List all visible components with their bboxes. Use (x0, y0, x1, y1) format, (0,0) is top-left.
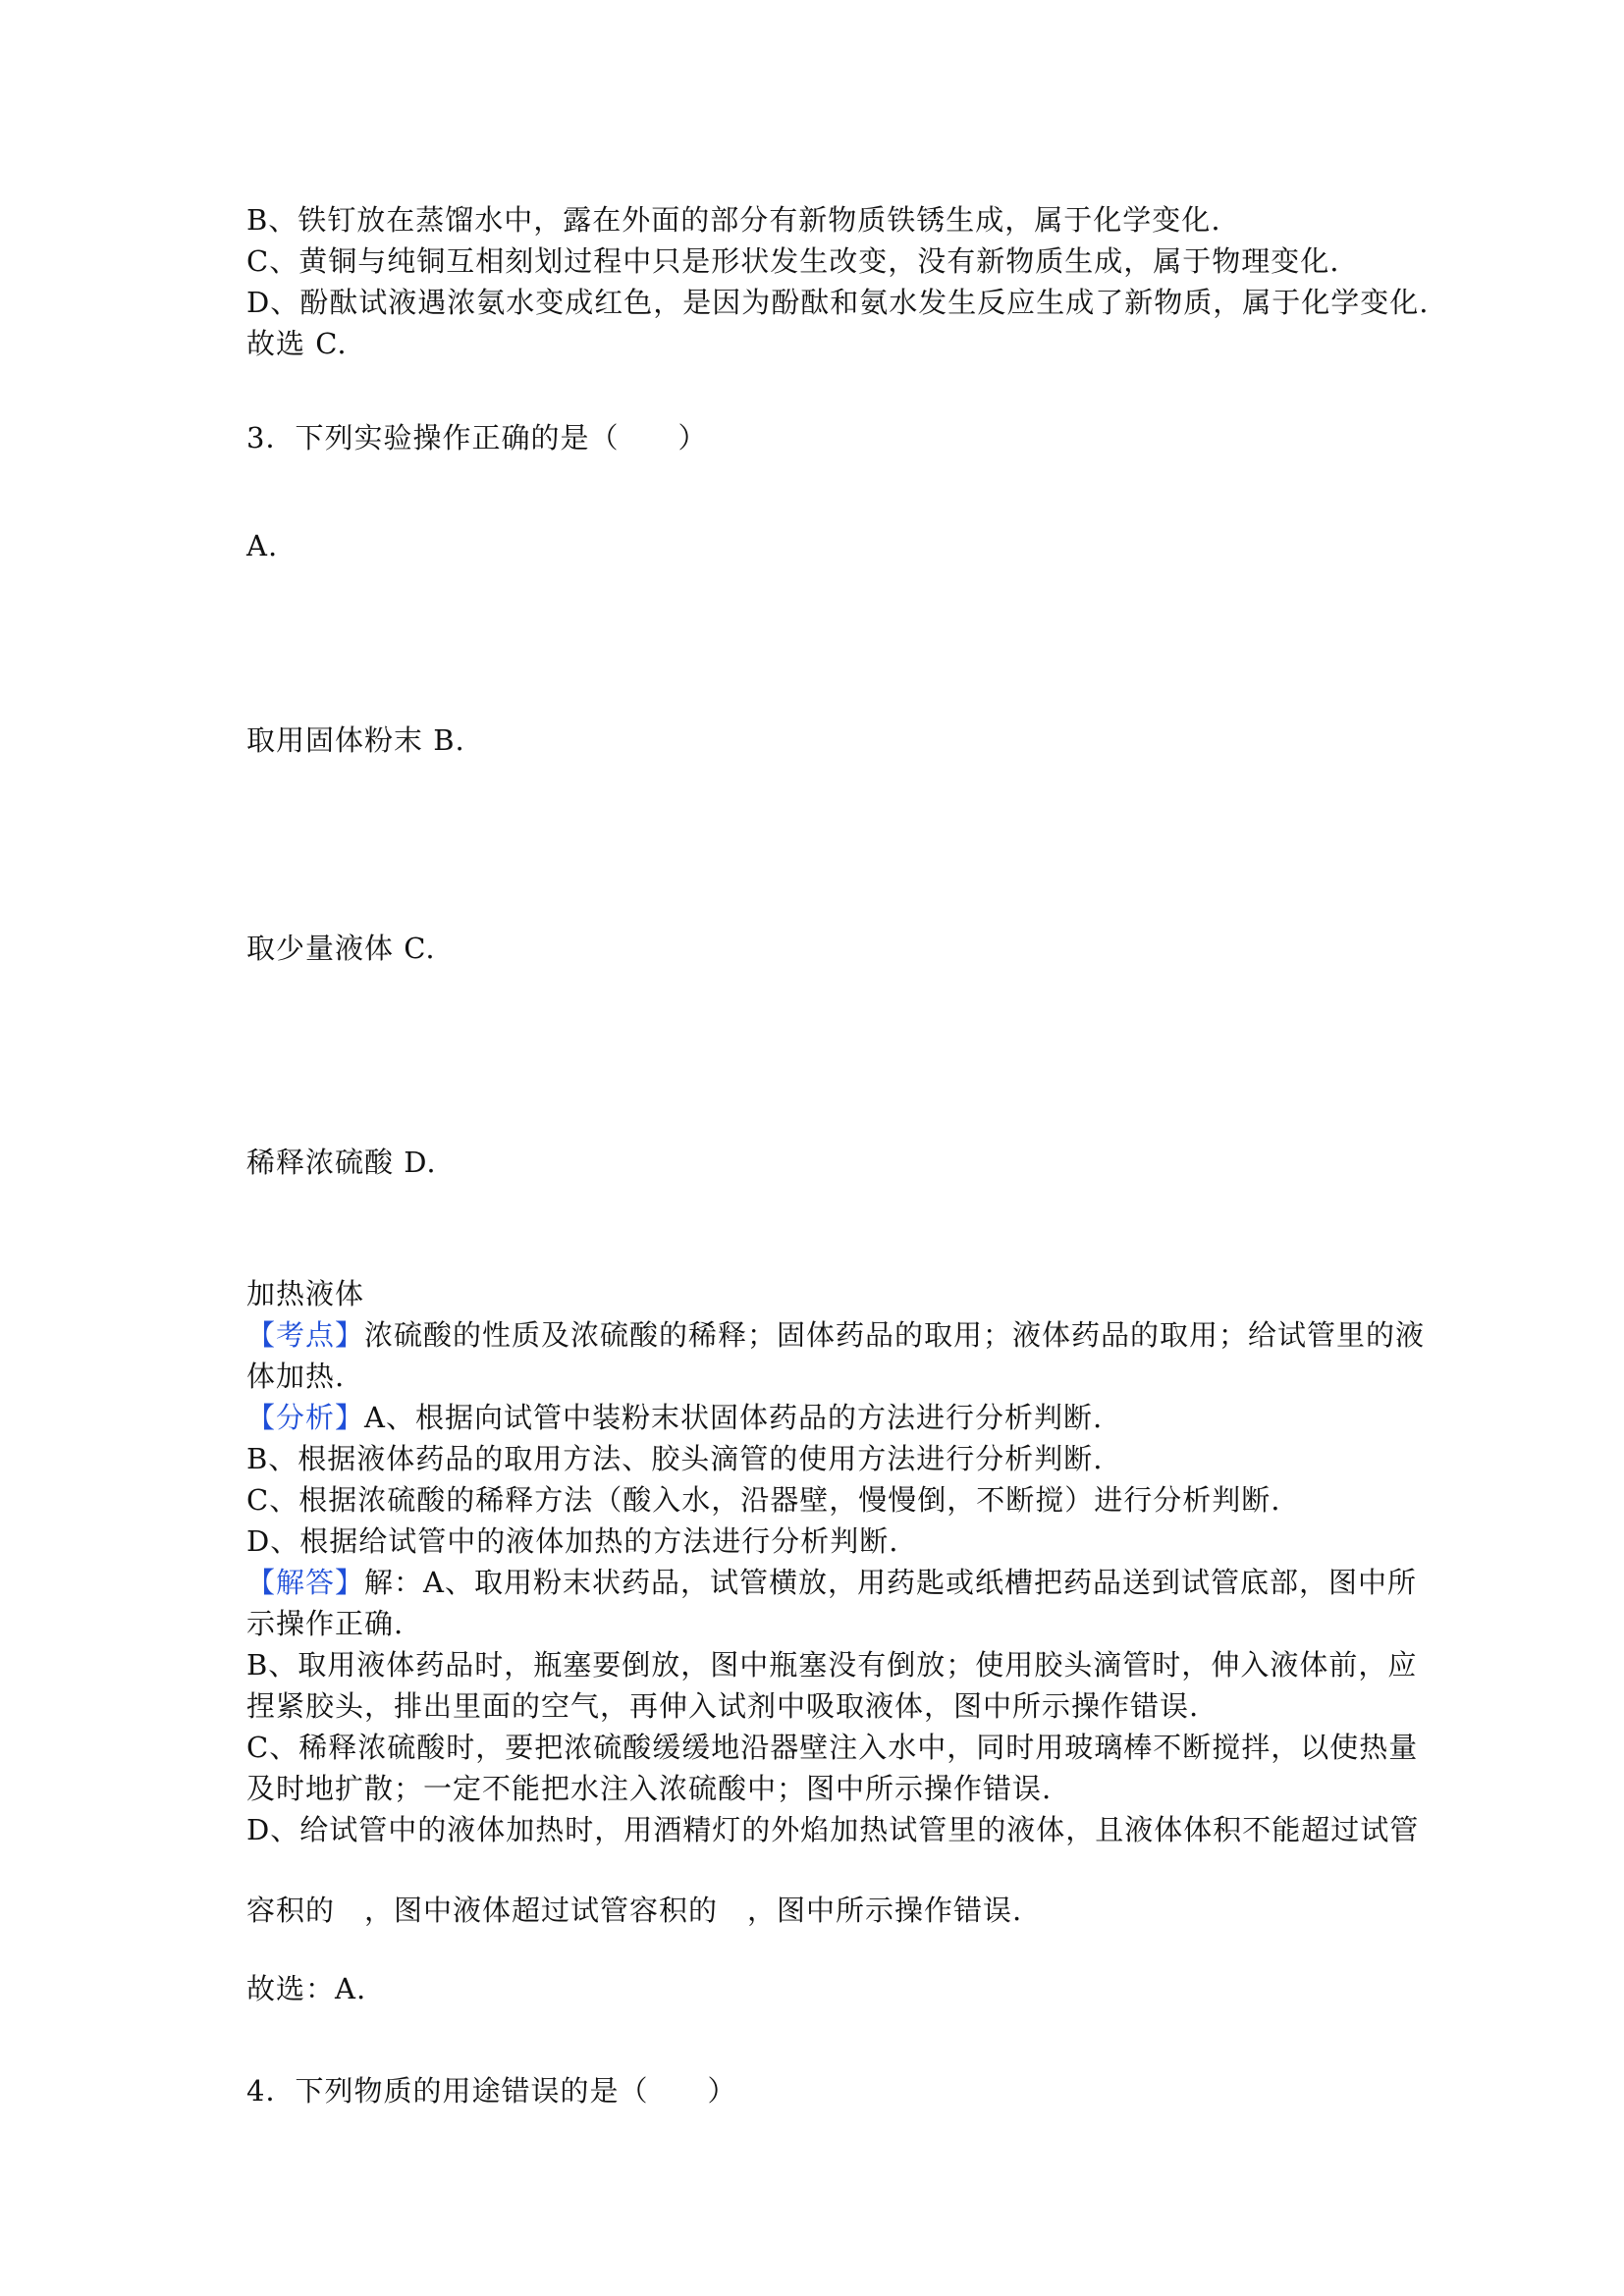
kaodian-text: 浓硫酸的性质及浓硫酸的稀释；固体药品的取用；液体药品的取用；给试管里的液 (364, 1318, 1426, 1352)
option-d-caption: 加热液体 (246, 1277, 365, 1310)
fenxi-tag: 【分析】 (246, 1401, 365, 1434)
kaodian-line-2: 体加热. (246, 1360, 346, 1393)
jieda-line-a2: 示操作正确. (246, 1607, 405, 1640)
prev-answer-d: D、酚酞试液遇浓氨水变成红色，是因为酚酞和氨水发生反应生成了新物质，属于化学变化. (246, 286, 1430, 319)
option-a-caption: 取用固体粉末 B. (246, 723, 465, 757)
fenxi-line-b: B、根据液体药品的取用方法、胶头滴管的使用方法进行分析判断. (246, 1442, 1104, 1475)
option-b-caption: 取少量液体 C. (246, 932, 436, 965)
jieda-line-b1: B、取用液体药品时，瓶塞要倒放，图中瓶塞没有倒放；使用胶头滴管时，伸入液体前，应 (246, 1648, 1418, 1682)
fenxi-text-a: A、根据向试管中装粉末状固体药品的方法进行分析判断. (364, 1401, 1104, 1434)
prev-answer-c: C、黄铜与纯铜互相刻划过程中只是形状发生改变，没有新物质生成，属于物理变化. (246, 244, 1340, 278)
question-3-choice: 故选：A. (246, 1972, 367, 2005)
kaodian-tag: 【考点】 (246, 1318, 365, 1352)
fenxi-line-c: C、根据浓硫酸的稀释方法（酸入水，沿器壁，慢慢倒，不断搅）进行分析判断. (246, 1483, 1281, 1517)
jieda-line-d1: D、给试管中的液体加热时，用酒精灯的外焰加热试管里的液体，且液体体积不能超过试管 (246, 1813, 1420, 1846)
jieda-line-d2: 容积的 ，图中液体超过试管容积的 ，图中所示操作错误. (246, 1894, 1023, 1927)
kaodian-line-1 (246, 1315, 1425, 1355)
option-c-caption: 稀释浓硫酸 D. (246, 1146, 437, 1179)
jieda-line-c1: C、稀释浓硫酸时，要把浓硫酸缓缓地沿器壁注入水中，同时用玻璃棒不断搅拌，以使热量 (246, 1731, 1419, 1764)
fenxi-line-d: D、根据给试管中的液体加热的方法进行分析判断. (246, 1524, 899, 1558)
jieda-line-c2: 及时地扩散；一定不能把水注入浓硫酸中；图中所示操作错误. (246, 1772, 1053, 1805)
jieda-line-b2: 捏紧胶头，排出里面的空气，再伸入试剂中吸取液体，图中所示操作错误. (246, 1689, 1200, 1723)
question-3-stem: 3．下列实验操作正确的是（ ） (246, 421, 708, 454)
question-4-stem: 4．下列物质的用途错误的是（ ） (246, 2074, 737, 2108)
option-a-marker: A. (246, 529, 279, 562)
fenxi-line-a (246, 1398, 1103, 1437)
jieda-line-a1 (246, 1563, 1417, 1602)
prev-answer-choice: 故选 C. (246, 327, 348, 360)
jieda-text-a1: 解：A、取用粉末状药品，试管横放，用药匙或纸槽把药品送到试管底部，图中所 (364, 1566, 1417, 1599)
prev-answer-b: B、铁钉放在蒸馏水中，露在外面的部分有新物质铁锈生成，属于化学变化. (246, 203, 1221, 237)
jieda-tag: 【解答】 (246, 1566, 365, 1599)
